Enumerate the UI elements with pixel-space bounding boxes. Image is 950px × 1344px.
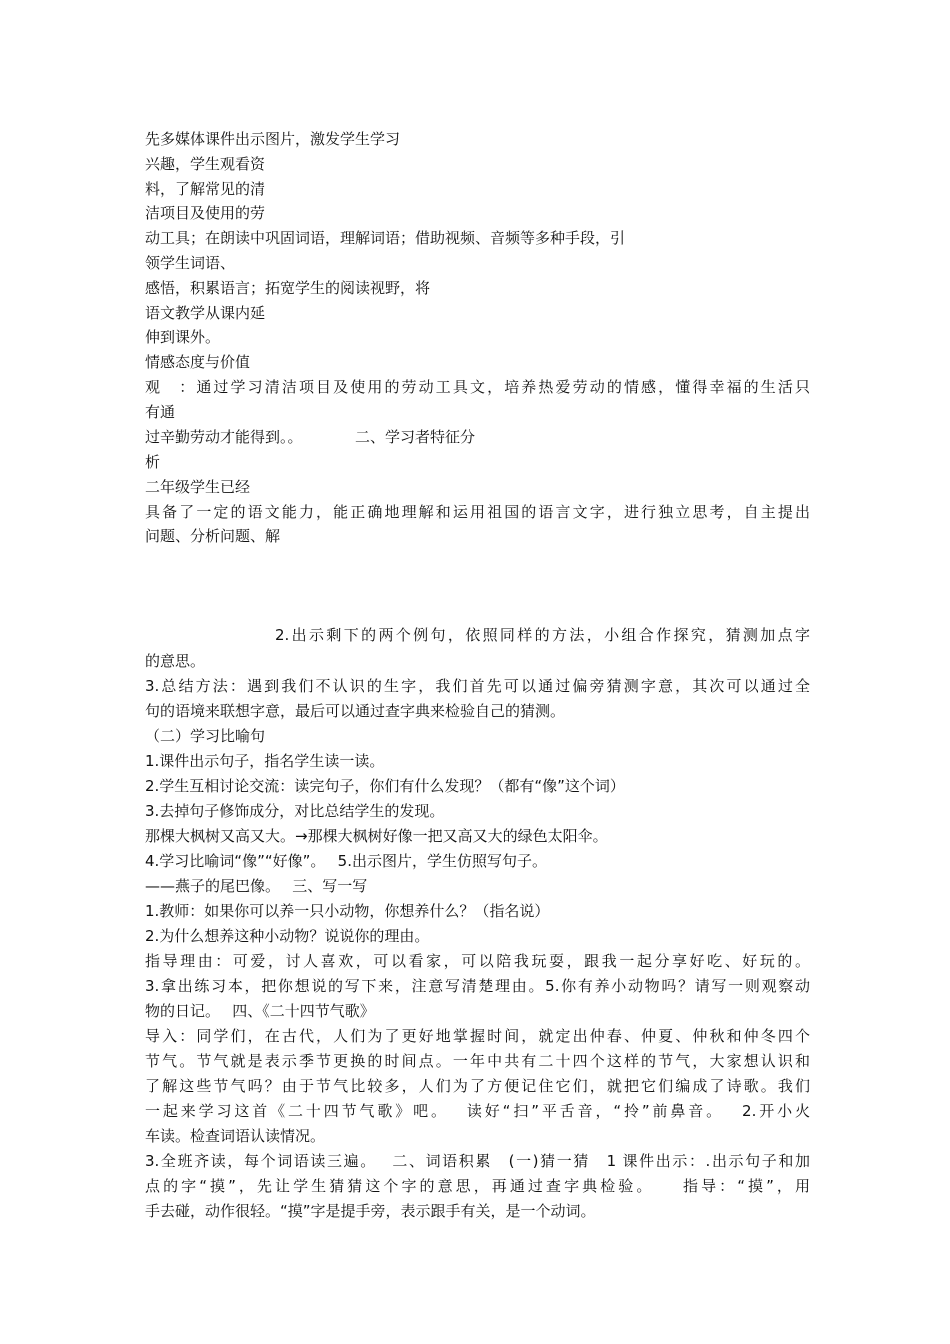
paragraph-line: 洁项目及使用的劳 bbox=[145, 204, 266, 222]
paragraph-line: 物的日记。 四、《二十四节气歌》 bbox=[145, 1002, 375, 1020]
paragraph-line: 2.学生互相讨论交流：读完句子，你们有什么发现？（都有“像”这个词） bbox=[145, 777, 625, 795]
paragraph-line: 过辛勤劳动才能得到。。 二、学习者特征分 bbox=[145, 428, 476, 446]
paragraph-line: 3.去掉句子修饰成分，对比总结学生的发现。 bbox=[145, 802, 445, 820]
paragraph-line: 2.为什么想养这种小动物？说说你的理由。 bbox=[145, 927, 430, 945]
paragraph-line: 了解这些节气吗？由于节气比较多，人们为了方便记住它们，就把它们编成了诗歌。我们 bbox=[145, 1077, 810, 1095]
paragraph-line: 句的语境来联想字意，最后可以通过查字典来检验自己的猜测。 bbox=[145, 702, 566, 720]
paragraph-line: 观 ：通过学习清洁项目及使用的劳动工具文，培养热爱劳动的情感，懂得幸福的生活只 bbox=[145, 378, 810, 396]
paragraph-line: 1.教师：如果你可以养一只小动物，你想养什么？（指名说） bbox=[145, 902, 550, 920]
paragraph-line: 点的字“摸”，先让学生猜猜这个字的意思，再通过查字典检验。 指导：“摸”，用 bbox=[145, 1177, 810, 1195]
paragraph-line: 析 bbox=[145, 453, 161, 471]
section-heading: （二）学习比喻句 bbox=[145, 727, 266, 745]
paragraph-line: 动工具；在朗读中巩固词语，理解词语；借助视频、音频等多种手段，引 bbox=[145, 229, 626, 247]
paragraph-line: 感悟，积累语言；拓宽学生的阅读视野，将 bbox=[145, 279, 431, 297]
paragraph-line: 导入：同学们，在古代，人们为了更好地掌握时间，就定出仲春、仲夏、仲秋和仲冬四个 bbox=[145, 1027, 810, 1045]
paragraph-line: 的意思。 bbox=[145, 652, 206, 670]
paragraph-line: 3.全班齐读，每个词语读三遍。 二、词语积累 (一)猜一猜 1 课件出示：.出示句子和加 bbox=[145, 1152, 810, 1170]
paragraph-line: 伸到课外。 bbox=[145, 328, 221, 346]
paragraph-line: 具备了一定的语文能力，能正确地理解和运用祖国的语言文字，进行独立思考，自主提出 bbox=[145, 503, 810, 521]
paragraph-line: ——燕子的尾巴像。 三、写一写 bbox=[145, 877, 368, 895]
paragraph-line: 兴趣，学生观看资 bbox=[145, 155, 266, 173]
paragraph-line: 一起来学习这首《二十四节气歌》吧。 读好“扫”平舌音，“拎”前鼻音。 2.开小火 bbox=[145, 1102, 810, 1120]
paragraph-line: 料，了解常见的清 bbox=[145, 180, 266, 198]
paragraph-line: 2.出示剩下的两个例句，依照同样的方法，小组合作探究，猜测加点字 bbox=[275, 626, 810, 644]
paragraph-line: 领学生词语、 bbox=[145, 254, 236, 272]
paragraph-line: 问题、分析问题、解 bbox=[145, 527, 281, 545]
paragraph-line: 车读。检查词语认读情况。 bbox=[145, 1127, 326, 1145]
paragraph-line: 1.课件出示句子，指名学生读一读。 bbox=[145, 752, 385, 770]
heading-line: 情感态度与价值 bbox=[145, 353, 251, 371]
paragraph-line: 指导理由：可爱，讨人喜欢，可以看家，可以陪我玩耍，跟我一起分享好吃、好玩的。 bbox=[145, 952, 810, 970]
paragraph-line: 二年级学生已经 bbox=[145, 478, 251, 496]
paragraph-line: 有通 bbox=[145, 403, 176, 421]
paragraph-line: 手去碰，动作很轻。“摸”字是提手旁，表示跟手有关，是一个动词。 bbox=[145, 1202, 596, 1220]
paragraph-line: 3.拿出练习本，把你想说的写下来，注意写清楚理由。5.你有养小动物吗？请写一则观察动 bbox=[145, 977, 810, 995]
paragraph-line: 节气。节气就是表示季节更换的时间点。一年中共有二十四个这样的节气，大家想认识和 bbox=[145, 1052, 810, 1070]
paragraph-line: 4.学习比喻词“像”“好像”。 5.出示图片，学生仿照写句子。 bbox=[145, 852, 547, 870]
paragraph-line: 语文教学从课内延 bbox=[145, 304, 266, 322]
paragraph-line: 先多媒体课件出示图片，激发学生学习 bbox=[145, 130, 401, 148]
paragraph-line: 3.总结方法：遇到我们不认识的生字，我们首先可以通过偏旁猜测字意，其次可以通过全 bbox=[145, 677, 810, 695]
paragraph-line: 那棵大枫树又高又大。→那棵大枫树好像一把又高又大的绿色太阳伞。 bbox=[145, 827, 608, 845]
